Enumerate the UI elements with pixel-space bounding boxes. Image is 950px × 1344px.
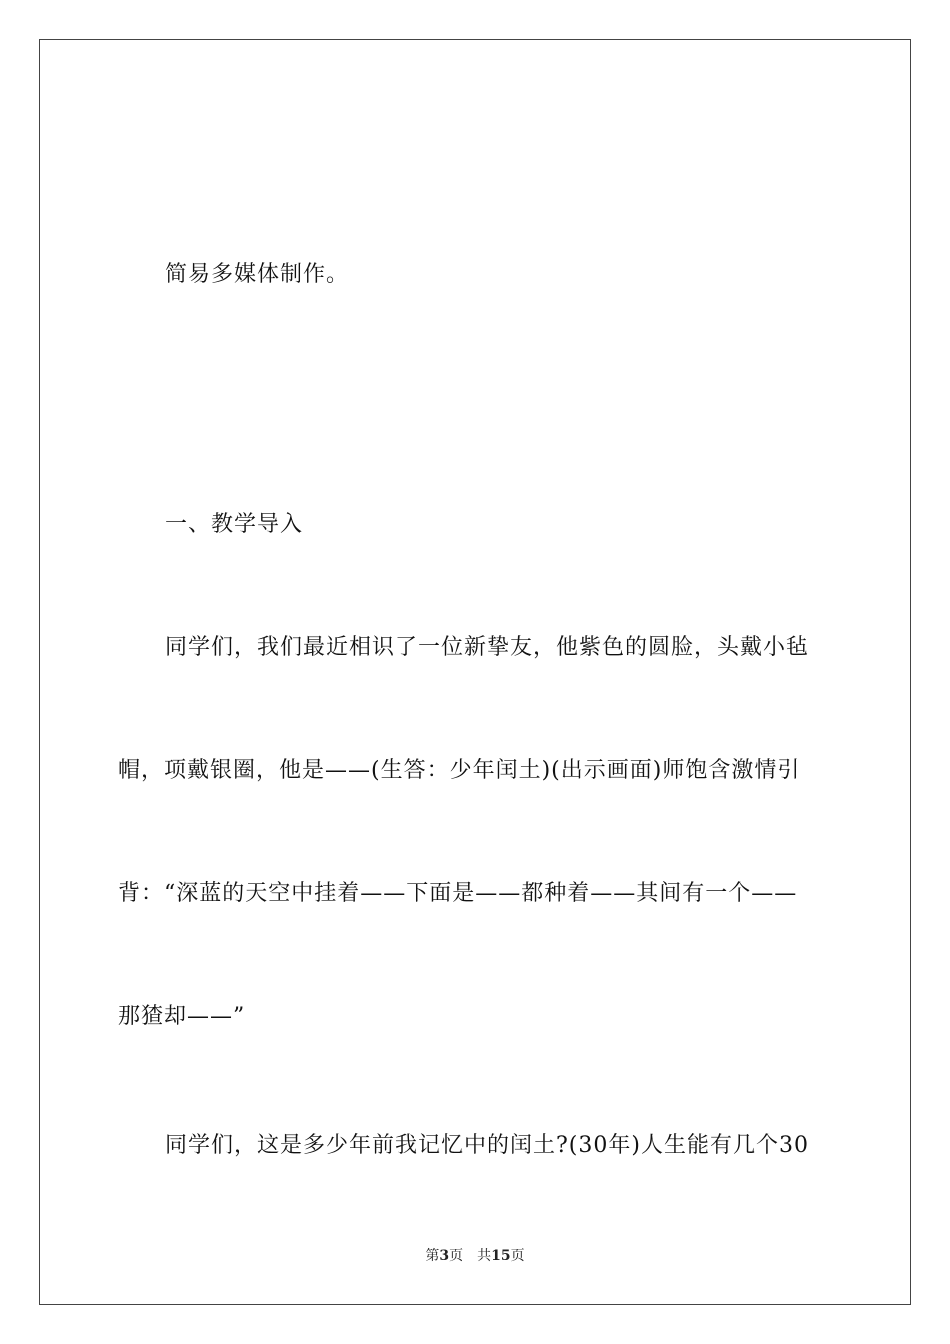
footer-prefix: 第 xyxy=(425,1248,440,1264)
footer-total-prefix: 共 xyxy=(477,1248,492,1264)
paragraph-line-3: 背：“深蓝的天空中挂着——下面是——都种着——其间有一个—— xyxy=(118,881,798,906)
paragraph-line-5: 同学们，这是多少年前我记忆中的闰土?(30年)人生能有几个30 xyxy=(165,1133,809,1158)
footer-page-suffix: 页 xyxy=(449,1248,464,1264)
section-heading-intro: 一、教学导入 xyxy=(165,512,304,537)
page-frame xyxy=(39,39,911,1305)
page-footer xyxy=(0,1247,950,1265)
footer-current-page: 3 xyxy=(439,1248,450,1264)
paragraph-line-1: 同学们，我们最近相识了一位新挚友，他紫色的圆脸，头戴小毡 xyxy=(165,635,810,660)
paragraph-line-4: 那猹却——” xyxy=(118,1004,246,1029)
paragraph-line-2: 帽，项戴银圈，他是——(生答：少年闰土)(出示画面)师饱含激情引 xyxy=(118,758,801,783)
footer-total-suffix: 页 xyxy=(510,1248,525,1264)
paragraph-materials: 简易多媒体制作。 xyxy=(165,262,350,287)
footer-total-pages: 15 xyxy=(491,1248,511,1264)
